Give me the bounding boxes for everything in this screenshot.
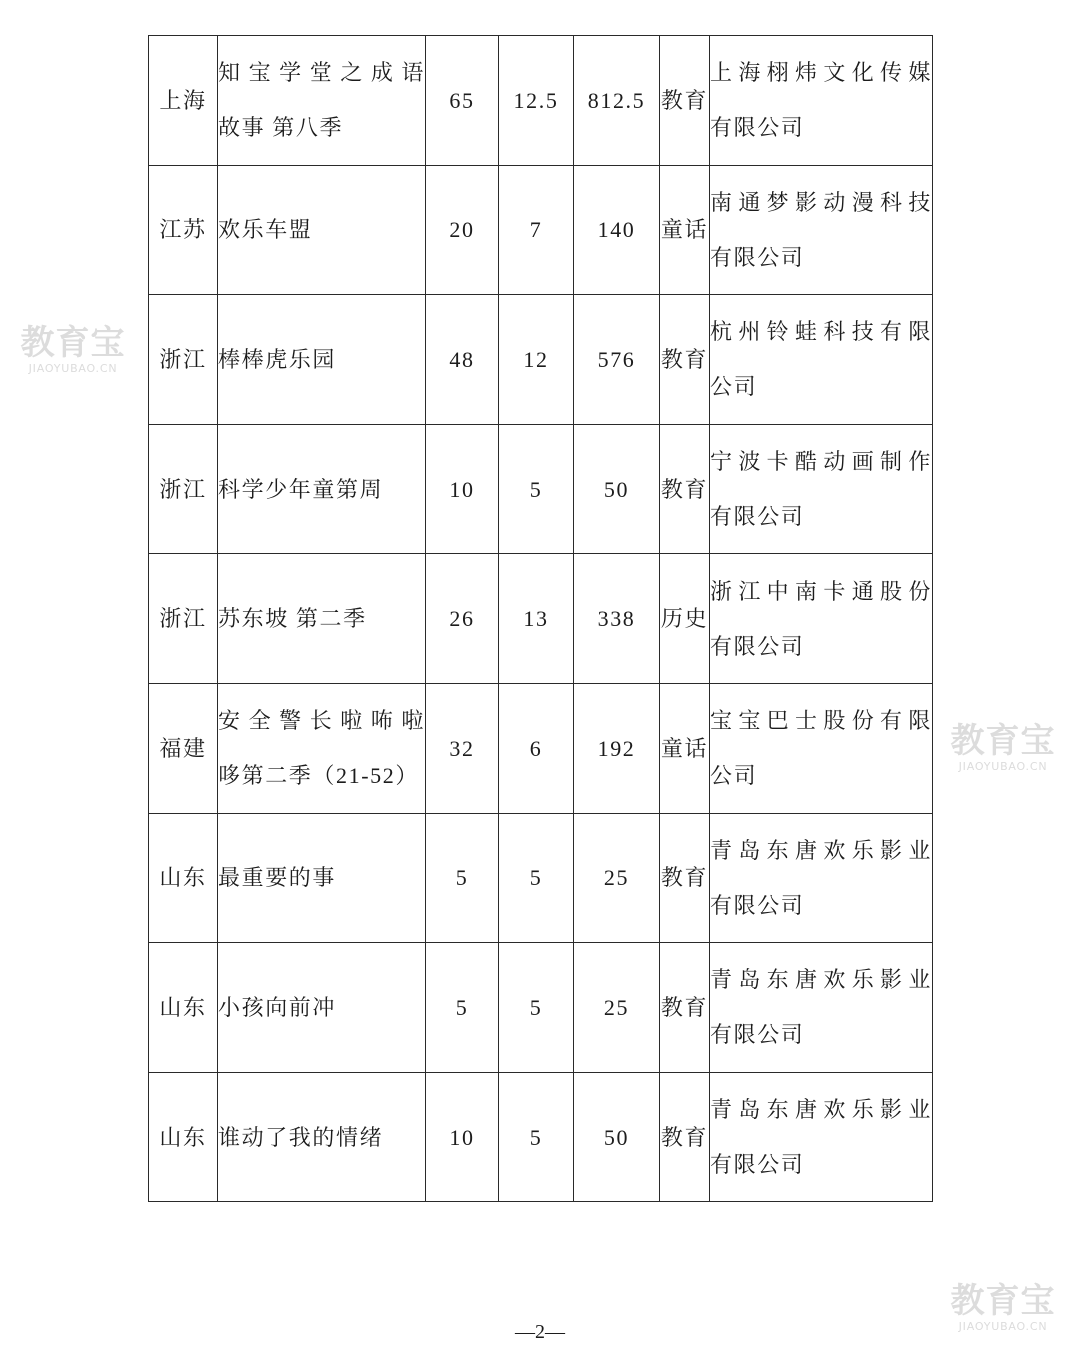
minutes-per-episode-cell: 7	[499, 165, 574, 295]
genre-cell: 童话	[660, 683, 710, 813]
minutes-per-episode-cell: 5	[499, 943, 574, 1073]
watermark-brand: 教育宝	[20, 323, 126, 363]
title-line: 棒棒虎乐园	[218, 346, 337, 372]
genre-cell: 教育	[660, 424, 710, 554]
producer-line: 有限公司	[710, 1152, 805, 1178]
province-cell: 上海	[149, 36, 218, 166]
producer-cell	[710, 1072, 933, 1202]
minutes-per-episode-cell: 5	[499, 1072, 574, 1202]
title-cell	[218, 554, 426, 684]
minutes-per-episode-cell: 13	[499, 554, 574, 684]
table-row	[149, 295, 933, 425]
producer-line: 有限公司	[710, 244, 805, 270]
producer-cell	[710, 813, 933, 943]
minutes-per-episode-cell: 5	[499, 424, 574, 554]
genre-cell: 历史	[660, 554, 710, 684]
genre-cell: 教育	[660, 36, 710, 166]
producer-line: 有限公司	[710, 633, 805, 659]
producer-line: 浙江中南卡通股份	[710, 578, 932, 604]
producer-line: 青岛东唐欢乐影业	[710, 967, 932, 993]
title-line: 小孩向前冲	[218, 994, 337, 1020]
title-line: 安全警长啦咘啦	[218, 708, 425, 734]
title-cell	[218, 943, 426, 1073]
producer-line: 宁波卡酷动画制作	[710, 449, 932, 475]
producer-line: 有限公司	[710, 504, 805, 530]
title-cell	[218, 424, 426, 554]
producer-cell	[710, 424, 933, 554]
episodes-cell: 32	[426, 683, 499, 813]
watermark	[946, 1282, 1060, 1334]
province-cell: 山东	[149, 1072, 218, 1202]
minutes-per-episode-cell: 6	[499, 683, 574, 813]
genre-cell: 教育	[660, 295, 710, 425]
producer-line: 南通梦影动漫科技	[710, 189, 932, 215]
title-line: 哆第二季（21-52）	[218, 763, 419, 789]
total-minutes-cell: 50	[574, 1072, 660, 1202]
minutes-per-episode-cell: 5	[499, 813, 574, 943]
genre-cell: 教育	[660, 1072, 710, 1202]
title-cell	[218, 165, 426, 295]
table-row	[149, 813, 933, 943]
title-line: 故事 第八季	[218, 115, 344, 141]
episodes-cell: 65	[426, 36, 499, 166]
watermark-domain: JIAOYUBAO.CN	[958, 760, 1048, 773]
title-line: 欢乐车盟	[218, 217, 313, 243]
watermark	[946, 722, 1060, 774]
page-number: —2—	[515, 1321, 565, 1343]
producer-line: 杭州铃蛙科技有限	[710, 319, 932, 345]
title-cell	[218, 1072, 426, 1202]
province-cell: 山东	[149, 943, 218, 1073]
table-row	[149, 424, 933, 554]
title-line: 最重要的事	[218, 865, 337, 891]
total-minutes-cell: 25	[574, 813, 660, 943]
total-minutes-cell: 338	[574, 554, 660, 684]
genre-cell: 教育	[660, 943, 710, 1073]
episodes-cell: 5	[426, 943, 499, 1073]
title-cell	[218, 295, 426, 425]
table-row	[149, 683, 933, 813]
table-row	[149, 1072, 933, 1202]
watermark-domain: JIAOYUBAO.CN	[28, 362, 118, 375]
watermark-brand: 教育宝	[950, 1281, 1056, 1321]
total-minutes-cell: 192	[574, 683, 660, 813]
province-cell: 浙江	[149, 295, 218, 425]
animation-list-table	[148, 35, 933, 1202]
producer-line: 公司	[710, 374, 758, 400]
producer-line: 青岛东唐欢乐影业	[710, 1097, 932, 1123]
table-body	[149, 36, 933, 1202]
table-row	[149, 554, 933, 684]
producer-line: 青岛东唐欢乐影业	[710, 837, 932, 863]
episodes-cell: 10	[426, 424, 499, 554]
total-minutes-cell: 576	[574, 295, 660, 425]
producer-cell	[710, 36, 933, 166]
province-cell: 浙江	[149, 424, 218, 554]
episodes-cell: 26	[426, 554, 499, 684]
title-line: 谁动了我的情绪	[218, 1124, 384, 1150]
title-cell	[218, 813, 426, 943]
watermark	[16, 324, 130, 376]
table-row	[149, 36, 933, 166]
genre-cell: 童话	[660, 165, 710, 295]
watermark-domain: JIAOYUBAO.CN	[958, 1320, 1048, 1333]
producer-cell	[710, 165, 933, 295]
producer-line: 上海栩炜文化传媒	[710, 60, 932, 86]
province-cell: 江苏	[149, 165, 218, 295]
table-row	[149, 165, 933, 295]
producer-cell	[710, 554, 933, 684]
title-line: 知宝学堂之成语	[218, 60, 425, 86]
episodes-cell: 48	[426, 295, 499, 425]
total-minutes-cell: 812.5	[574, 36, 660, 166]
total-minutes-cell: 50	[574, 424, 660, 554]
producer-line: 有限公司	[710, 1022, 805, 1048]
title-line: 科学少年童第周	[218, 476, 384, 502]
genre-cell: 教育	[660, 813, 710, 943]
producer-cell	[710, 295, 933, 425]
producer-line: 公司	[710, 763, 758, 789]
title-cell	[218, 683, 426, 813]
province-cell: 福建	[149, 683, 218, 813]
episodes-cell: 5	[426, 813, 499, 943]
total-minutes-cell: 25	[574, 943, 660, 1073]
episodes-cell: 20	[426, 165, 499, 295]
table-row	[149, 943, 933, 1073]
producer-line: 有限公司	[710, 115, 805, 141]
minutes-per-episode-cell: 12.5	[499, 36, 574, 166]
province-cell: 浙江	[149, 554, 218, 684]
province-cell: 山东	[149, 813, 218, 943]
minutes-per-episode-cell: 12	[499, 295, 574, 425]
title-cell	[218, 36, 426, 166]
watermark-brand: 教育宝	[950, 721, 1056, 761]
total-minutes-cell: 140	[574, 165, 660, 295]
producer-cell	[710, 943, 933, 1073]
producer-line: 宝宝巴士股份有限	[710, 708, 932, 734]
title-line: 苏东坡 第二季	[218, 606, 367, 632]
episodes-cell: 10	[426, 1072, 499, 1202]
producer-cell	[710, 683, 933, 813]
producer-line: 有限公司	[710, 892, 805, 918]
